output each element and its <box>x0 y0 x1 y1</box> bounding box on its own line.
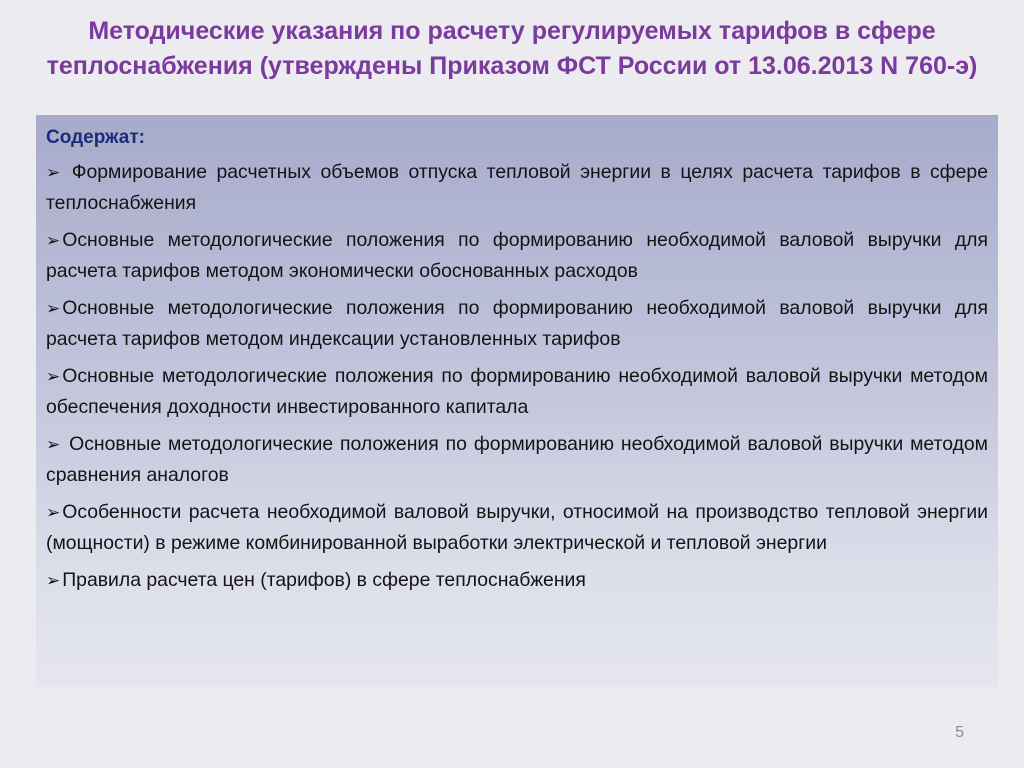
list-item <box>46 361 988 422</box>
arrow-bullet-icon: ➢ <box>46 435 61 454</box>
slide-title: Методические указания по расчету регулируемых тарифов в сфере теплоснабжения (утверждены Приказом ФСТ России от 13.06.2013 N 760-э) <box>46 17 978 80</box>
list-item-text: Основные методологические положения по формированию необходимой валовой выручки для расчета тарифов методом индексации установленных тарифов <box>46 297 988 350</box>
list-item-text: Формирование расчетных объемов отпуска тепловой энергии в целях расчета тарифов в сфере теплоснабжения <box>46 161 988 214</box>
list-item-text: Особенности расчета необходимой валовой выручки, относимой на производство тепловой энергии (мощности) в режиме комбинированной выработки электрической и тепловой энергии <box>46 501 988 554</box>
page-number: 5 <box>955 724 964 741</box>
list-item-text: Правила расчета цен (тарифов) в сфере теплоснабжения <box>62 569 586 591</box>
arrow-bullet-icon: ➢ <box>46 163 61 182</box>
list-item <box>46 157 988 218</box>
list-item <box>46 565 988 596</box>
list-item-text: Основные методологические положения по формированию необходимой валовой выручки методом сравнения аналогов <box>46 433 988 486</box>
content-box <box>36 115 998 687</box>
arrow-bullet-icon: ➢ <box>46 299 61 318</box>
arrow-bullet-icon: ➢ <box>46 231 61 250</box>
list-item-text: Основные методологические положения по формированию необходимой валовой выручки для расчета тарифов методом экономически обоснованных расходов <box>46 229 988 282</box>
content-heading: Содержат: <box>46 127 145 148</box>
list-item <box>46 225 988 286</box>
arrow-bullet-icon: ➢ <box>46 571 61 590</box>
list-item <box>46 429 988 490</box>
list-item-text: Основные методологические положения по формированию необходимой валовой выручки методом обеспечения доходности инвестированного капитала <box>46 365 988 418</box>
list-item <box>46 497 988 558</box>
list-item <box>46 293 988 354</box>
arrow-bullet-icon: ➢ <box>46 503 61 522</box>
arrow-bullet-icon: ➢ <box>46 367 61 386</box>
